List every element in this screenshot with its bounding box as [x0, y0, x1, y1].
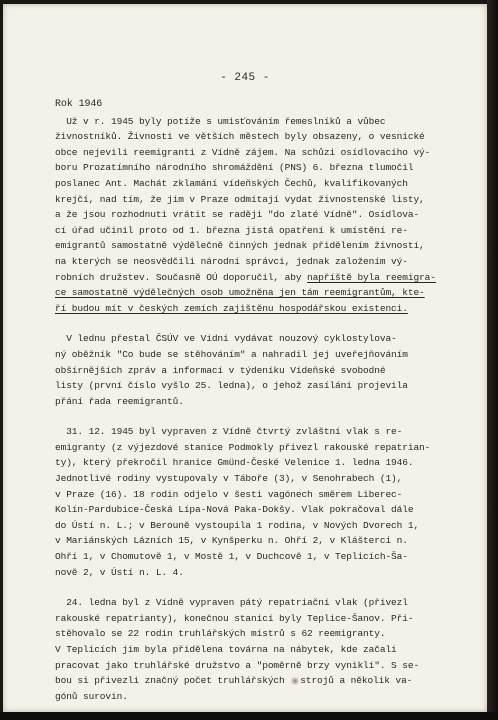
paragraph [55, 114, 436, 317]
text-line: boru Prozatímního národního shromáždění (PNS) 6. března tlumočil [55, 162, 414, 174]
section-heading: Rok 1946 [55, 99, 103, 110]
text-line: ty), který překročil hranice Gmünd-České Velenice 1. ledna 1946. [55, 457, 414, 469]
paragraph-list [55, 114, 436, 705]
paragraph-gap [55, 409, 433, 424]
underlined-text: napříště byla reemigra- [307, 271, 436, 283]
text-line: emigranty (z výjezdové stanice Podmokly přivezl rakouské repatrian- [55, 441, 431, 453]
text-line: 31. 12. 1945 byl vypraven z Vídně čtvrtý zvláštní vlak s re- [55, 426, 403, 438]
text-line: V lednu přestal ČSÚV ve Vídni vydávat nouzový cyklostylova- [55, 333, 397, 345]
underlined-text: ří budou mít v českých zemích zajištěnu hospodářskou existenci. [55, 302, 408, 314]
text-line: a že jsou rozhodnuti vrátit se raději "do zlaté Vídně". Osídlova- [55, 209, 420, 221]
text-line: Jednotlivé rodiny vystupovaly v Táboře (3), v Senohrabech (1), [55, 473, 403, 485]
text-line: V Teplicích jim byla přidělena továrna na nábytek, kde začali [55, 644, 397, 655]
text-line: v Mariánských Lázních 15, v Kynšperku n. Ohří 2, v Klášterci n. [55, 535, 408, 547]
paragraph-gap [55, 580, 433, 595]
text-line: listy (první číslo vyšlo 25. ledna), o jehož zasílání projevila [55, 380, 408, 392]
text-line: cí úřad učinil proto od 1. března jistá opatření k umístění re- [55, 224, 408, 236]
text-line: poslanec Ant. Machát zklamání vídeňských Čechů, kvalifikovaných [55, 177, 408, 189]
page-bottom-shadow [0, 712, 498, 720]
document-page [3, 4, 487, 712]
text-line: 24. ledna byl z Vídně vypraven pátý repatriační vlak (přivezl [55, 597, 408, 609]
text-line [55, 301, 433, 317]
paragraph [55, 331, 433, 409]
paragraph-gap [55, 316, 433, 331]
text-line: obce nejevili reemigranti z Vídně zájem. Na schůzi osídlovacího vý- [55, 146, 431, 158]
text-line: přání řada reemigrantů. [55, 395, 184, 407]
paragraph [55, 595, 433, 704]
text-line: do Ústí n. L.; v Berouně vystoupila 1 rodina, v Nových Dvorech 1, [55, 519, 420, 531]
text-line: pracovat jako truhlářské družstvo a "poměrně brzy vynikli". S se- [55, 659, 420, 671]
text-line: ný oběžník "Co bude se stěhováním" a nahradil jej uveřejňováním [55, 348, 408, 360]
text-line [55, 285, 433, 301]
page-number: - 245 - [220, 72, 270, 84]
underlined-text: ce samostatně výdělečných osob umožněna jen tám reemigrantům, kte- [55, 287, 425, 299]
text-line: Už v r. 1945 byly potíže s umisťováním řemeslníků a vůbec [55, 115, 386, 127]
text-line: nově 2, v Ústí n. L. 4. [55, 566, 184, 578]
text-line: živnostníků. Živnosti ve větších městech byly obsazeny, o vesnické [55, 131, 425, 143]
text-line: krejčí, nad tím, že jim v Praze odmítají vydat živnostenské listy, [55, 193, 425, 205]
text-line: obšírnějších zpráv a informací v týdeníku Vídeňské svobodné [55, 364, 386, 376]
text-line: robních družstev. Současně OÚ doporučil, aby napříště byla reemigra- [55, 271, 436, 283]
text-line: gónů surovin. [55, 690, 128, 702]
text-line: Ohří 1, v Chomutově 1, v Mostě 1, v Duchcově 1, v Teplicích-Ša- [55, 551, 408, 563]
page-edge-shadow [487, 0, 498, 720]
text-line: Kolín-Pardubice-Česká Lípa-Nová Paka-Dokšy. Vlak pokračoval dále [55, 504, 414, 516]
text-line: stěhovalo se 22 rodin truhlářských mistrů s 62 reemigranty. [55, 628, 386, 640]
text-line: rakouské repatrianty), konečnou stanicí byly Teplice-Šanov. Při- [55, 612, 414, 624]
text-line: emigrantů samostatně výdělečně činných jednak přidělením živností, [55, 240, 425, 252]
text-line: bou si přivezli značný počet truhlářských strojů a několik va- [55, 675, 413, 687]
paragraph [55, 424, 433, 580]
text-line: v Praze (16). 18 rodin odjelo v šesti vagónech směrem Liberec- [55, 488, 403, 500]
document-body [55, 97, 436, 704]
text-line: na kterých se neosvědčili národní správci, jednak založením vý- [55, 255, 408, 267]
ink-blot [290, 677, 300, 685]
